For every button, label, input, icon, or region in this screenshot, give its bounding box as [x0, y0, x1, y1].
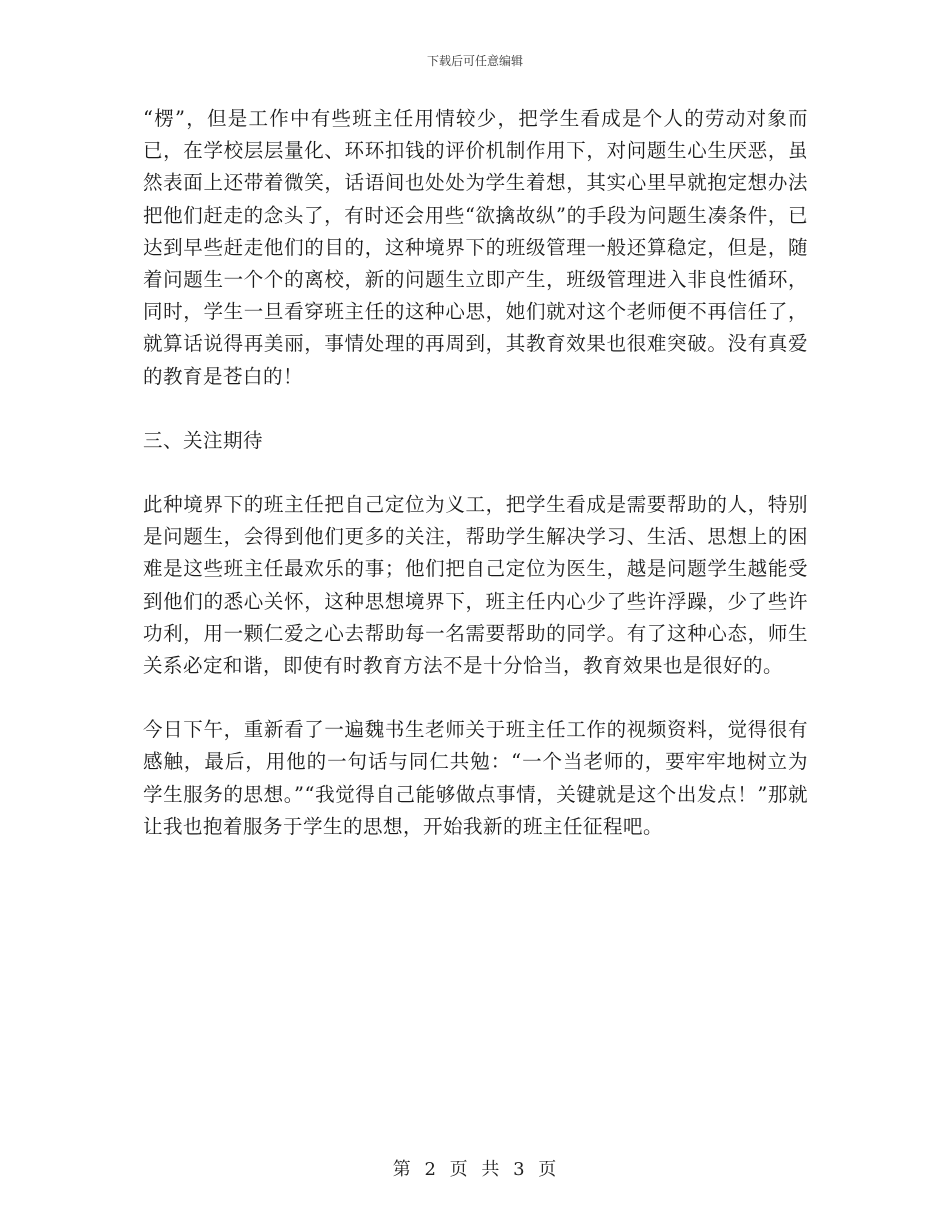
paragraph-1: “楞”，但是工作中有些班主任用情较少，把学生看成是个人的劳动对象而已，在学校层层量化、环环扣钱的评价机制作用下，对问题生心生厌恶，虽然表面上还带着微笑，话语间也处处为学生着想，其实心里早就抱定想办法把他们赶走的念头了，有时还会用些“欲擒故纵”的手段为问题生凑条件，已达到早些赶走他们的目的，这种境界下的班级管理一般还算稳定，但是，随着问题生一个个的离校，新的问题生立即产生，班级管理进入非良性循环，同时，学生一旦看穿班主任的这种心思，她们就对这个老师便不再信任了，就算话说得再美丽，事情处理的再周到，其教育效果也很难突破。没有真爱的教育是苍白的！: [143, 107, 808, 388]
section-heading: 三、关注期待: [143, 428, 264, 452]
total-page-count: 3: [513, 1159, 526, 1180]
page-footer: [0, 1155, 950, 1181]
page-header: 下载后可任意编辑: [426, 54, 523, 68]
footer-page-word: 页: [449, 1159, 469, 1180]
footer-total-word: 共: [481, 1159, 501, 1180]
footer-prefix: 第: [392, 1159, 412, 1180]
current-page-number: 2: [424, 1159, 437, 1180]
paragraph-spacer: [143, 457, 808, 489]
footer-suffix: 页: [538, 1159, 558, 1180]
document-body: [143, 103, 808, 843]
paragraph-spacer: [143, 682, 808, 714]
paragraph-3: 今日下午，重新看了一遍魏书生老师关于班主任工作的视频资料，觉得很有感触，最后，用他的一句话与同仁共勉：“一个当老师的，要牢牢地树立为学生服务的思想。”“我觉得自己能够做点事情，关键就是这个出发点！”那就让我也抱着服务于学生的思想，开始我新的班主任征程吧。: [143, 718, 808, 838]
paragraph-2: 此种境界下的班主任把自己定位为义工，把学生看成是需要帮助的人，特别是问题生，会得到他们更多的关注，帮助学生解决学习、生活、思想上的困难是这些班主任最欢乐的事；他们把自己定位为医生，越是问题学生越能受到他们的悉心关怀，这种思想境界下，班主任内心少了些许浮躁，少了些许功利，用一颗仁爱之心去帮助每一名需要帮助的同学。有了这种心态，师生关系必定和谐，即使有时教育方法不是十分恰当，教育效果也是很好的。: [143, 493, 808, 678]
paragraph-spacer: [143, 393, 808, 425]
